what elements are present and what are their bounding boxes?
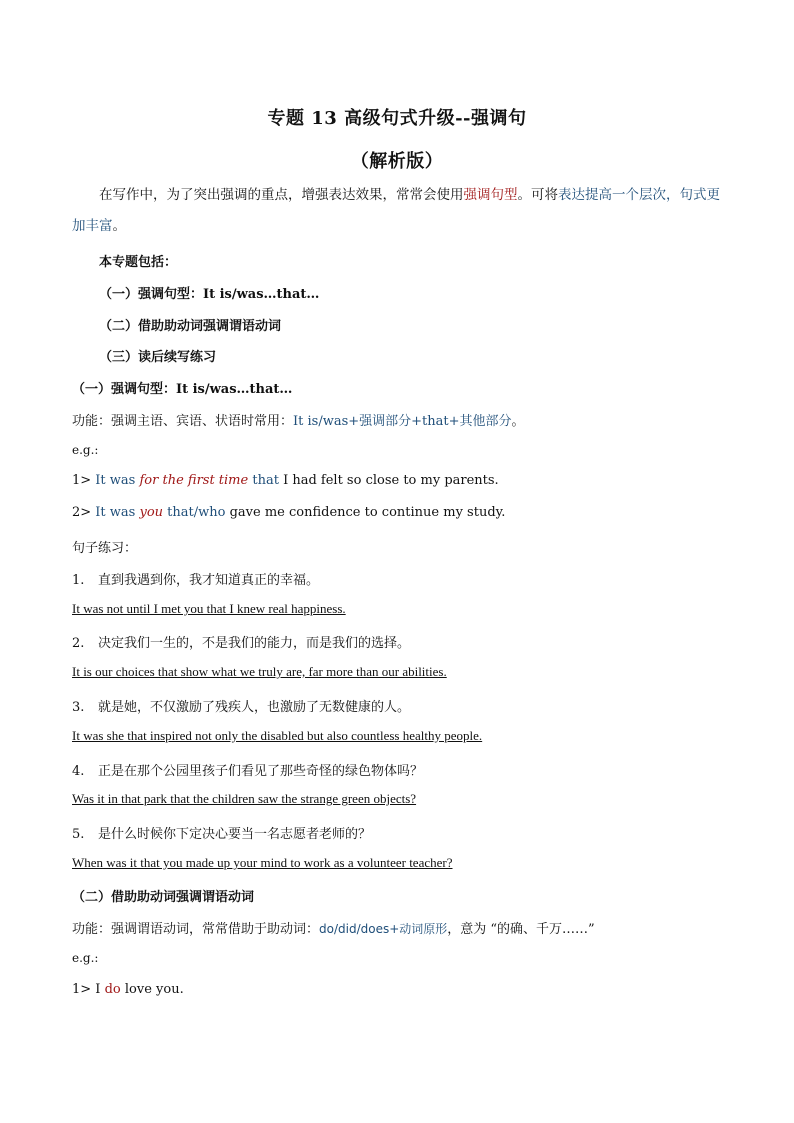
intro-text-2: 。可将: [517, 187, 558, 203]
practice-question-3: [72, 696, 410, 715]
section2-heading: （二）借助助动词强调谓语动词: [72, 890, 255, 905]
section2-function-label: 功能：强调谓语动词，常常借助于助动词：: [72, 922, 320, 937]
example-frame-start: It was: [95, 505, 140, 520]
example-rest: gave me confidence to continue my study.: [225, 505, 506, 520]
example-frame-end: that/who: [163, 505, 226, 520]
section2-function-end: ，意为 “的确、千万……”: [447, 922, 595, 937]
practice-label: 句子练习：: [72, 541, 138, 556]
section1-heading: （一）强调句型：It is/was…that…: [72, 382, 293, 397]
question-number: 5.: [72, 827, 85, 842]
intro-text-3: 。: [112, 218, 126, 234]
question-number: 2.: [72, 636, 85, 651]
question-text: 正是在那个公园里孩子们看见了那些奇怪的绿色物体吗？: [98, 764, 424, 779]
question-text: 是什么时候你下定决心要当一名志愿者老师的？: [98, 827, 372, 842]
practice-answer-3: It was she that inspired not only the disabled but also countless healthy people.: [72, 728, 483, 743]
example-rest: love you.: [120, 982, 184, 997]
example-emphasis: for the first time: [139, 473, 249, 488]
section1-example-2: [72, 505, 505, 520]
practice-answer-5: When was it that you made up your mind to work as a volunteer teacher?: [72, 855, 453, 870]
question-text: 就是她，不仅激励了残疾人，也激励了无数健康的人。: [98, 700, 411, 715]
example-frame-start: It was: [95, 473, 140, 488]
section1-function-formula: It is/was+强调部分+that+其他部分: [293, 414, 512, 429]
question-text: 直到我遇到你，我才知道真正的幸福。: [98, 573, 320, 588]
contents-item-1: （一）强调句型：It is/was…that…: [99, 287, 320, 302]
example-prefix: 2>: [72, 505, 96, 520]
section2-eg-label: e.g.:: [72, 951, 99, 965]
example-emphasis: you: [139, 505, 164, 520]
contents-item-2: （二）借助助动词强调谓语动词: [99, 319, 282, 334]
example-subject: I: [95, 982, 105, 997]
practice-answer-2: It is our choices that show what we truly are, far more than our abilities.: [72, 664, 447, 679]
practice-question-1: [72, 569, 319, 588]
section1-function-end: 。: [511, 414, 525, 429]
section2-function: [72, 918, 595, 937]
example-frame-end: that: [248, 473, 279, 488]
contents-heading: 本专题包括：: [99, 255, 178, 270]
example-rest: I had felt so close to my parents.: [278, 473, 499, 488]
practice-question-5: [72, 823, 371, 842]
example-prefix: 1>: [72, 473, 96, 488]
practice-answer-4: Was it in that park that the children saw the strange green objects?: [72, 791, 417, 806]
question-number: 3.: [72, 700, 85, 715]
page-subtitle: （解析版）: [350, 151, 444, 172]
intro-highlight-1: 强调句型: [463, 187, 518, 203]
section2-example-1: [72, 982, 184, 997]
question-number: 1.: [72, 573, 85, 588]
section1-example-1: [72, 473, 499, 488]
question-text: 决定我们一生的，不是我们的能力，而是我们的选择。: [98, 636, 411, 651]
intro-paragraph: [72, 180, 727, 242]
section1-function: [72, 410, 525, 429]
intro-highlight-2: 表达提高一个层次，句式更加丰富: [72, 187, 720, 234]
practice-question-2: [72, 632, 410, 651]
intro-text-1: 在写作中，为了突出强调的重点，增强表达效果，常常会使用: [99, 187, 464, 203]
example-emphasis: do: [104, 982, 121, 997]
example-prefix: 1>: [72, 982, 96, 997]
section1-eg-label: e.g.:: [72, 443, 99, 457]
contents-item-3: （三）读后续写练习: [99, 350, 217, 365]
practice-answer-1: It was not until I met you that I knew real happiness.: [72, 601, 346, 616]
section1-function-label: 功能：强调主语、宾语、状语时常用：: [72, 414, 294, 429]
section2-function-formula: do/did/does+动词原形: [319, 922, 448, 936]
question-number: 4.: [72, 764, 85, 779]
practice-question-4: [72, 760, 423, 779]
page-title: 专题 13 高级句式升级--强调句: [267, 108, 527, 129]
